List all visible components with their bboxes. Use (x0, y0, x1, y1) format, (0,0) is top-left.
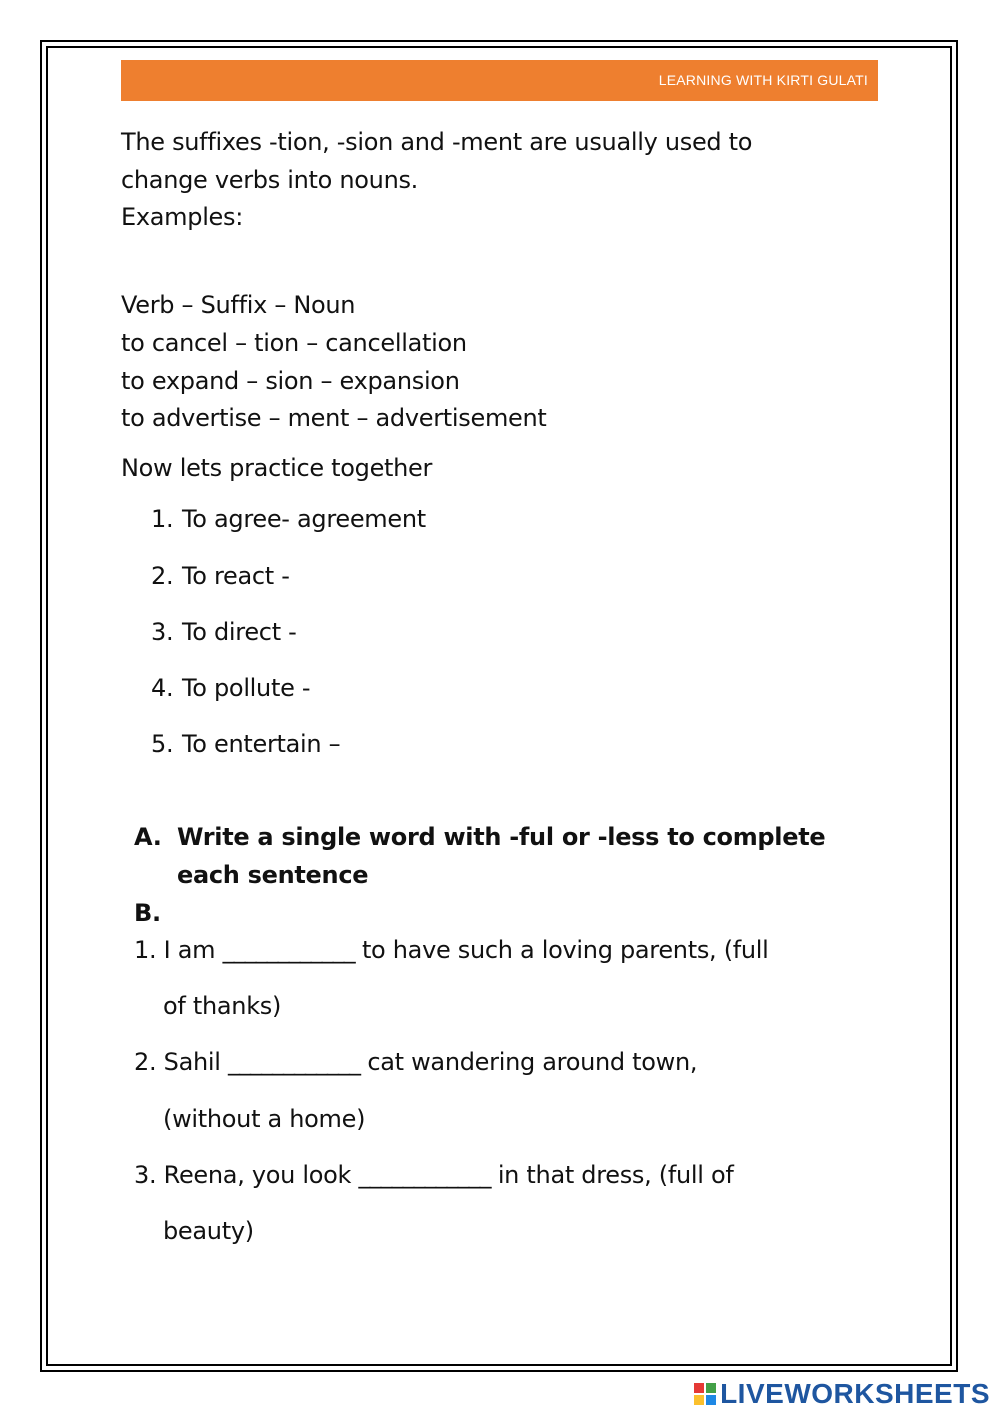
section-b-label: B. (134, 899, 161, 927)
practice-item-text: To direct - (182, 618, 297, 646)
liveworksheets-logo-icon (694, 1383, 716, 1405)
practice-item-text: To entertain – (182, 730, 341, 758)
exercise-number: 3. (134, 1161, 157, 1189)
watermark-text: LIVEWORKSHEETS (720, 1378, 990, 1409)
example-row: to cancel – tion – cancellation (121, 329, 467, 357)
practice-item-text: To react - (182, 562, 290, 590)
practice-item-number: 2. (151, 562, 174, 590)
header-bar (121, 60, 878, 101)
exercise-text-before: I am (163, 936, 216, 964)
practice-item-number: 3. (151, 618, 174, 646)
exercise-sentence-2 (134, 1048, 697, 1076)
exercise-text-after: to have such a loving parents, (full (361, 936, 769, 964)
answer-blank[interactable]: ____________ (228, 1048, 360, 1076)
practice-item-number: 4. (151, 674, 174, 702)
section-a-instruction-line-1: Write a single word with -ful or -less to complete (177, 823, 826, 851)
exercise-text-before: Sahil (163, 1048, 221, 1076)
intro-line-2: change verbs into nouns. (121, 166, 419, 194)
examples-header: Verb – Suffix – Noun (121, 291, 356, 319)
practice-intro: Now lets practice together (121, 454, 433, 482)
exercise-text-after: in that dress, (full of (497, 1161, 734, 1189)
liveworksheets-watermark (694, 1377, 990, 1411)
exercise-number: 1. (134, 936, 157, 964)
practice-item-text: To pollute - (182, 674, 311, 702)
exercise-continuation: of thanks) (163, 992, 282, 1020)
exercise-continuation: (without a home) (163, 1105, 366, 1133)
example-row: to expand – sion – expansion (121, 367, 460, 395)
answer-blank[interactable]: ____________ (222, 936, 355, 964)
section-a-instruction-line-2: each sentence (177, 861, 369, 889)
exercise-text-before: Reena, you look (163, 1161, 352, 1189)
section-a-label: A. (134, 823, 162, 851)
practice-item-number: 1. (151, 505, 174, 533)
exercise-sentence-3 (134, 1161, 734, 1189)
exercise-number: 2. (134, 1048, 157, 1076)
example-row: to advertise – ment – advertisement (121, 404, 547, 432)
header-title: LEARNING WITH KIRTI GULATI (658, 72, 868, 88)
exercise-continuation: beauty) (163, 1217, 254, 1245)
exercise-text-after: cat wandering around town, (367, 1048, 698, 1076)
answer-blank[interactable]: ____________ (358, 1161, 491, 1189)
intro-line-3: Examples: (121, 203, 244, 231)
practice-item-text: To agree- agreement (182, 505, 426, 533)
intro-line-1: The suffixes -tion, -sion and -ment are usually used to (121, 128, 753, 156)
practice-item-number: 5. (151, 730, 174, 758)
exercise-sentence-1 (134, 936, 769, 964)
